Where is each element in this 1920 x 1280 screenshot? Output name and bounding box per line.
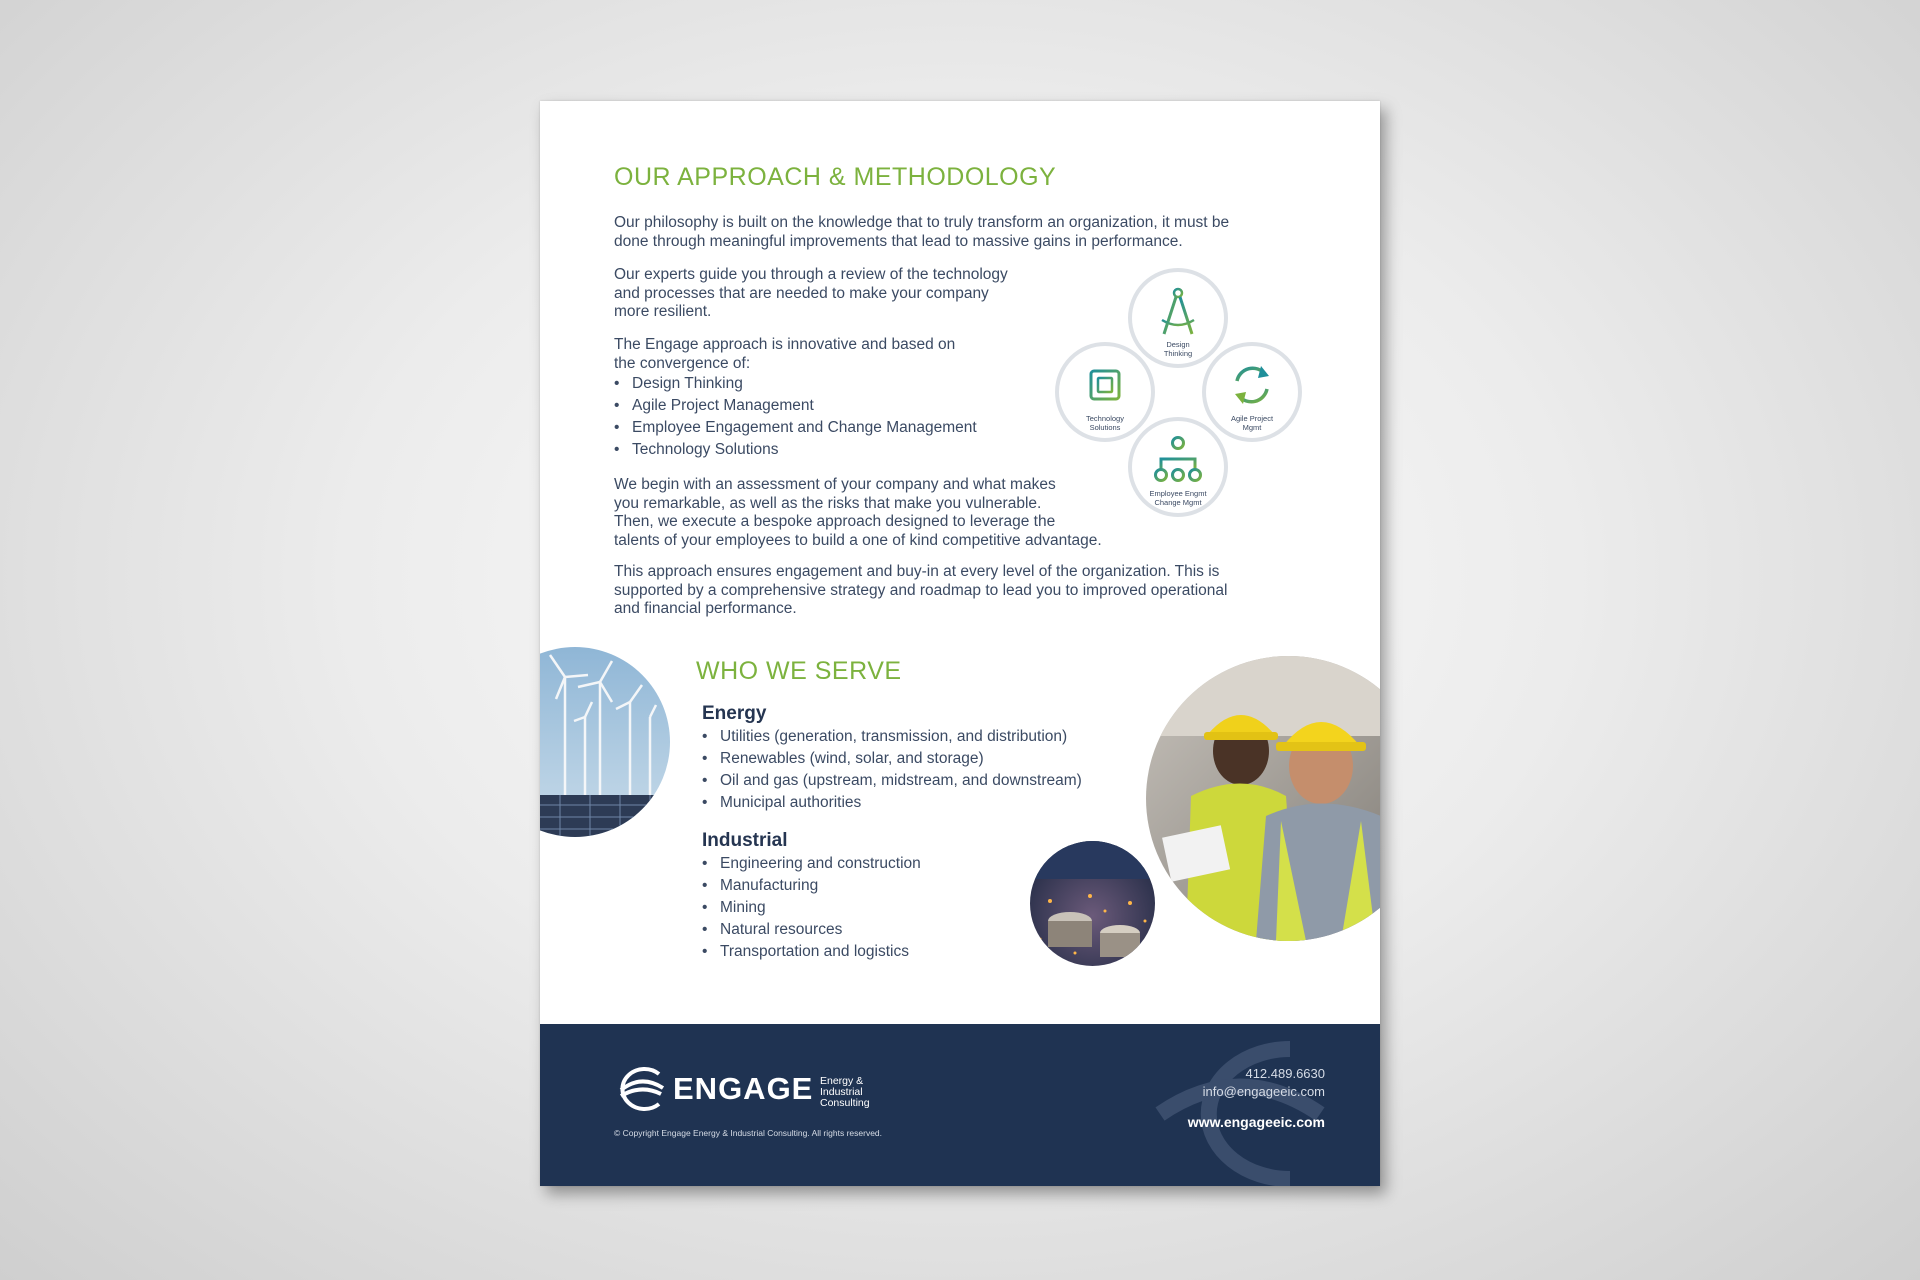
design-thinking-node: [1128, 268, 1228, 368]
industrial-list: [702, 853, 921, 963]
list-item: • Employee Engagement and Change Management: [632, 417, 977, 439]
list-item: • Design Thinking: [632, 373, 977, 395]
footer: ENGAGE Energy & Industrial Consulting © Copyright Engage Energy & Industrial Consulting. All rights reserved. 412.489.6630 info@engageeic.com www.engageeic.com: [540, 1024, 1380, 1186]
list-item: • Technology Solutions: [632, 439, 977, 461]
approach-paragraph-5: This approach ensures engagement and buy-in at every level of the organization. This is supported by a comprehensive strategy and roadmap to lead you to improved operational and financial performance.: [614, 563, 1228, 617]
list-item: • Mining: [720, 897, 921, 919]
compass-icon: [1157, 286, 1199, 338]
approach-paragraph-3: The Engage approach is innovative and based on the convergence of:: [614, 336, 956, 372]
serve-title: WHO WE SERVE: [696, 657, 902, 685]
approach-title: OUR APPROACH & METHODOLOGY: [614, 163, 1057, 191]
list-item: • Engineering and construction: [720, 853, 921, 875]
approach-paragraph-1: Our philosophy is built on the knowledge that to truly transform an organization, it must be done through meaningful improvements that lead to massive gains in performance.: [614, 214, 1230, 250]
engage-e-icon: [615, 1064, 667, 1114]
industrial-heading: Industrial: [702, 830, 788, 851]
employee-engagement-node: [1128, 417, 1228, 517]
node-label: Technology Solutions: [1086, 414, 1124, 432]
list-item: • Natural resources: [720, 919, 921, 941]
approach-paragraph-2: Our experts guide you through a review of the technology and processes that are needed to make your company more resilient.: [614, 266, 1008, 320]
list-item: • Oil and gas (upstream, midstream, and downstream): [720, 770, 1082, 792]
list-item: • Renewables (wind, solar, and storage): [720, 748, 1082, 770]
convergence-list: [614, 373, 977, 461]
org-chart-icon: [1152, 435, 1204, 485]
node-label: Employee Engmt Change Mgmt: [1149, 489, 1207, 507]
node-label: Design Thinking: [1163, 340, 1193, 358]
technology-solutions-node: [1055, 342, 1155, 442]
chip-icon: [1080, 360, 1130, 410]
list-item: • Transportation and logistics: [720, 941, 921, 963]
brand-tagline: Energy & Industrial Consulting: [820, 1075, 870, 1109]
agile-project-node: [1202, 342, 1302, 442]
refresh-cycle-icon: [1227, 360, 1277, 410]
list-item: • Manufacturing: [720, 875, 921, 897]
node-label: Agile Project Mgmt: [1230, 414, 1274, 432]
refinery-night-photo: [1030, 841, 1155, 966]
watermark-logo: [1140, 1024, 1340, 1186]
email-link[interactable]: info@engageeic.com: [1202, 1084, 1325, 1099]
wind-turbines-photo: [540, 647, 670, 837]
energy-list: [702, 726, 1082, 814]
brochure-page: [540, 101, 1380, 1186]
approach-paragraph-4: We begin with an assessment of your company and what makes you remarkable, as well as the risks that make you vulnerable. Then, we execute a bespoke approach designed to leverage the talents of your employees to build a one of kind competitive advantage.: [614, 476, 1102, 549]
list-item: • Municipal authorities: [720, 792, 1082, 814]
phone-number: 412.489.6630: [1245, 1066, 1325, 1081]
website-link[interactable]: www.engageeic.com: [1187, 1114, 1325, 1130]
list-item: • Agile Project Management: [632, 395, 977, 417]
energy-heading: Energy: [702, 703, 767, 724]
list-item: • Utilities (generation, transmission, and distribution): [720, 726, 1082, 748]
copyright-text: © Copyright Engage Energy & Industrial Consulting. All rights reserved.: [614, 1128, 883, 1138]
workers-hardhats-photo: [1146, 656, 1380, 941]
